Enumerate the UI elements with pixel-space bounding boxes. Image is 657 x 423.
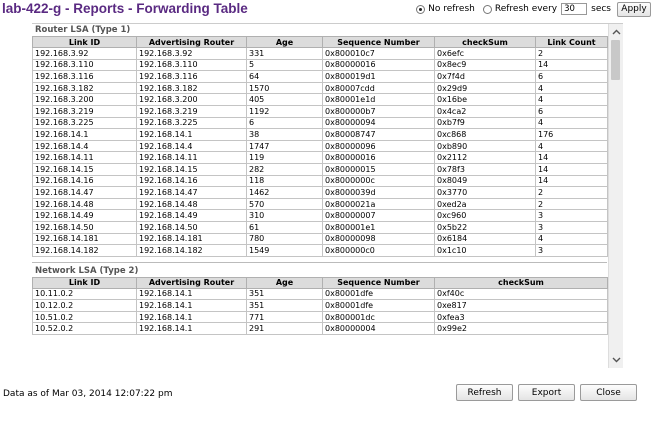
page-title: lab-422-g - Reports - Forwarding Table (2, 1, 248, 16)
table-cell: 0x7f4d (435, 71, 536, 83)
column-header: Link ID (33, 37, 137, 48)
table-cell: 192.168.3.182 (33, 82, 137, 94)
table-row (33, 221, 608, 233)
table-cell: 0x3770 (435, 187, 536, 199)
table-cell: 192.168.3.219 (137, 105, 247, 117)
table-cell: 10.52.0.2 (33, 323, 137, 335)
table-cell: 192.168.14.11 (137, 152, 247, 164)
data-timestamp: Data as of Mar 03, 2014 12:07:22 pm (3, 389, 173, 399)
table-cell: 0xfea3 (435, 311, 608, 323)
table-cell: 0x80000007 (323, 210, 435, 222)
table-cell: 119 (247, 152, 323, 164)
table-cell: 0x800001dc (323, 311, 435, 323)
table-row (33, 245, 608, 257)
chevron-up-icon (612, 29, 621, 35)
refresh-every-option[interactable] (483, 4, 557, 14)
table-cell: 0x800000b7 (323, 105, 435, 117)
refresh-options (416, 1, 651, 17)
table-row (33, 300, 608, 312)
network-lsa-body (33, 288, 608, 334)
table-cell: 0x80008747 (323, 129, 435, 141)
table-row (33, 140, 608, 152)
table-cell: 0x80000098 (323, 233, 435, 245)
table-cell: 1570 (247, 82, 323, 94)
table-cell: 771 (247, 311, 323, 323)
table-cell: 0xe817 (435, 300, 608, 312)
column-header: Sequence Number (323, 37, 435, 48)
table-cell: 6 (247, 117, 323, 129)
table-cell: 351 (247, 288, 323, 300)
table-cell: 0x800001e1 (323, 221, 435, 233)
table-cell: 192.168.14.48 (33, 198, 137, 210)
table-cell: 1462 (247, 187, 323, 199)
table-cell: 38 (247, 129, 323, 141)
table-cell: 0xed2a (435, 198, 536, 210)
table-cell: 0xf40c (435, 288, 608, 300)
table-row (33, 288, 608, 300)
table-cell: 4 (536, 94, 608, 106)
table-cell: 0x8000000c (323, 175, 435, 187)
table-cell: 192.168.14.16 (33, 175, 137, 187)
table-cell: 0x80001dfe (323, 300, 435, 312)
table-cell: 192.168.14.15 (137, 163, 247, 175)
chevron-down-icon (612, 357, 621, 363)
table-cell: 5 (247, 59, 323, 71)
no-refresh-label: No refresh (428, 4, 475, 14)
table-cell: 0x80000016 (323, 152, 435, 164)
network-lsa-header-row (33, 277, 608, 288)
table-cell: 192.168.3.110 (33, 59, 137, 71)
table-cell: 570 (247, 198, 323, 210)
table-cell: 192.168.14.50 (137, 221, 247, 233)
section-divider (32, 257, 607, 263)
table-cell: 192.168.14.1 (137, 300, 247, 312)
table-row (33, 117, 608, 129)
apply-button[interactable]: Apply (617, 2, 651, 17)
table-cell: 192.168.14.47 (137, 187, 247, 199)
table-cell: 0x4ca2 (435, 105, 536, 117)
scroll-up-button[interactable] (609, 25, 623, 39)
table-cell: 0x8000021a (323, 198, 435, 210)
table-cell: 3 (536, 221, 608, 233)
table-cell: 0xb890 (435, 140, 536, 152)
table-cell: 192.168.14.49 (137, 210, 247, 222)
table-cell: 310 (247, 210, 323, 222)
table-row (33, 152, 608, 164)
table-cell: 192.168.3.225 (33, 117, 137, 129)
router-lsa-body (33, 48, 608, 257)
table-cell: 0x80000096 (323, 140, 435, 152)
table-cell: 192.168.14.50 (33, 221, 137, 233)
table-cell: 0x80000094 (323, 117, 435, 129)
column-header: Link ID (33, 277, 137, 288)
table-cell: 192.168.14.181 (33, 233, 137, 245)
table-cell: 0x80001dfe (323, 288, 435, 300)
table-cell: 14 (536, 163, 608, 175)
table-cell: 282 (247, 163, 323, 175)
scrollbar-thumb[interactable] (611, 40, 620, 80)
router-lsa-table (32, 36, 608, 257)
table-cell: 0x80000015 (323, 163, 435, 175)
table-cell: 0x800010c7 (323, 48, 435, 60)
close-button[interactable]: Close (580, 384, 637, 401)
table-cell: 0x6efc (435, 48, 536, 60)
table-cell: 0x5b22 (435, 221, 536, 233)
table-cell: 176 (536, 129, 608, 141)
table-cell: 405 (247, 94, 323, 106)
table-cell: 2 (536, 48, 608, 60)
table-row (33, 129, 608, 141)
table-cell: 0x1c10 (435, 245, 536, 257)
table-row (33, 105, 608, 117)
table-cell: 14 (536, 175, 608, 187)
table-cell: 4 (536, 117, 608, 129)
table-cell: 3 (536, 245, 608, 257)
table-cell: 192.168.3.92 (33, 48, 137, 60)
table-cell: 10.11.0.2 (33, 288, 137, 300)
network-lsa-title: Network LSA (Type 2) (35, 265, 139, 276)
table-row (33, 48, 608, 60)
table-cell: 0x80001e1d (323, 94, 435, 106)
table-row (33, 311, 608, 323)
table-cell: 1747 (247, 140, 323, 152)
table-row (33, 210, 608, 222)
table-cell: 0x80007cdd (323, 82, 435, 94)
table-row (33, 187, 608, 199)
table-cell: 0x8049 (435, 175, 536, 187)
table-cell: 4 (536, 140, 608, 152)
table-cell: 0x800000c0 (323, 245, 435, 257)
table-cell: 2 (536, 198, 608, 210)
table-row (33, 59, 608, 71)
title-bar (0, 0, 657, 18)
table-cell: 14 (536, 152, 608, 164)
table-cell: 14 (536, 59, 608, 71)
table-cell: 0x2112 (435, 152, 536, 164)
table-cell: 6 (536, 105, 608, 117)
table-cell: 192.168.3.200 (33, 94, 137, 106)
table-cell: 192.168.14.1 (137, 311, 247, 323)
refresh-interval-input[interactable] (561, 3, 587, 15)
table-cell: 192.168.14.47 (33, 187, 137, 199)
table-cell: 192.168.3.219 (33, 105, 137, 117)
footer-buttons (456, 384, 637, 401)
table-cell: 6 (536, 71, 608, 83)
table-cell: 61 (247, 221, 323, 233)
table-cell: 291 (247, 323, 323, 335)
table-cell: 0x16be (435, 94, 536, 106)
refresh-every-label: Refresh every (494, 4, 558, 14)
table-cell: 192.168.14.16 (137, 175, 247, 187)
table-cell: 0x6184 (435, 233, 536, 245)
table-cell: 192.168.14.181 (137, 233, 247, 245)
table-cell: 192.168.14.15 (33, 163, 137, 175)
export-button[interactable]: Export (518, 384, 575, 401)
table-row (33, 163, 608, 175)
table-cell: 10.51.0.2 (33, 311, 137, 323)
table-cell: 3 (536, 210, 608, 222)
column-header: Age (247, 277, 323, 288)
table-cell: 10.12.0.2 (33, 300, 137, 312)
report-panel[interactable] (32, 23, 623, 368)
table-cell: 0xc868 (435, 129, 536, 141)
table-cell: 192.168.14.1 (137, 323, 247, 335)
table-cell: 0x29d9 (435, 82, 536, 94)
table-row (33, 82, 608, 94)
table-cell: 1192 (247, 105, 323, 117)
table-cell: 192.168.14.1 (137, 129, 247, 141)
table-cell: 192.168.14.11 (33, 152, 137, 164)
column-header: checkSum (435, 37, 536, 48)
table-cell: 4 (536, 82, 608, 94)
table-cell: 331 (247, 48, 323, 60)
column-header: Link Count (536, 37, 608, 48)
table-cell: 64 (247, 71, 323, 83)
table-row (33, 94, 608, 106)
table-cell: 192.168.3.225 (137, 117, 247, 129)
table-row (33, 233, 608, 245)
table-cell: 192.168.3.92 (137, 48, 247, 60)
network-lsa-table (32, 277, 608, 335)
table-cell: 4 (536, 233, 608, 245)
column-header: checkSum (435, 277, 608, 288)
table-cell: 192.168.3.116 (33, 71, 137, 83)
scroll-down-button[interactable] (609, 353, 623, 367)
table-row (33, 323, 608, 335)
table-row (33, 198, 608, 210)
vertical-scrollbar[interactable] (608, 24, 623, 368)
no-refresh-radio[interactable] (416, 5, 425, 14)
table-row (33, 71, 608, 83)
table-cell: 2 (536, 187, 608, 199)
table-row (33, 175, 608, 187)
table-cell: 192.168.14.182 (137, 245, 247, 257)
table-cell: 0x800019d1 (323, 71, 435, 83)
table-cell: 192.168.14.49 (33, 210, 137, 222)
table-cell: 192.168.14.1 (33, 129, 137, 141)
table-cell: 192.168.14.182 (33, 245, 137, 257)
table-cell: 192.168.14.1 (137, 288, 247, 300)
table-cell: 780 (247, 233, 323, 245)
table-cell: 192.168.3.200 (137, 94, 247, 106)
secs-label: secs (591, 4, 611, 14)
table-cell: 192.168.14.48 (137, 198, 247, 210)
table-cell: 0x80000004 (323, 323, 435, 335)
no-refresh-option[interactable] (416, 4, 475, 14)
table-cell: 351 (247, 300, 323, 312)
column-header: Age (247, 37, 323, 48)
table-cell: 0x80000016 (323, 59, 435, 71)
table-cell: 192.168.3.110 (137, 59, 247, 71)
refresh-every-radio[interactable] (483, 5, 492, 14)
table-cell: 1549 (247, 245, 323, 257)
table-cell: 0x8000039d (323, 187, 435, 199)
refresh-button[interactable]: Refresh (456, 384, 513, 401)
column-header: Advertising Router (137, 277, 247, 288)
table-cell: 0x78f3 (435, 163, 536, 175)
router-lsa-title: Router LSA (Type 1) (35, 25, 131, 35)
column-header: Sequence Number (323, 277, 435, 288)
table-cell: 192.168.3.182 (137, 82, 247, 94)
table-cell: 192.168.3.116 (137, 71, 247, 83)
column-header: Advertising Router (137, 37, 247, 48)
table-cell: 192.168.14.4 (33, 140, 137, 152)
table-cell: 118 (247, 175, 323, 187)
router-lsa-header-row (33, 37, 608, 48)
table-cell: 0x8ec9 (435, 59, 536, 71)
table-cell: 192.168.14.4 (137, 140, 247, 152)
table-cell: 0xb7f9 (435, 117, 536, 129)
table-cell: 0xc960 (435, 210, 536, 222)
table-cell: 0x99e2 (435, 323, 608, 335)
